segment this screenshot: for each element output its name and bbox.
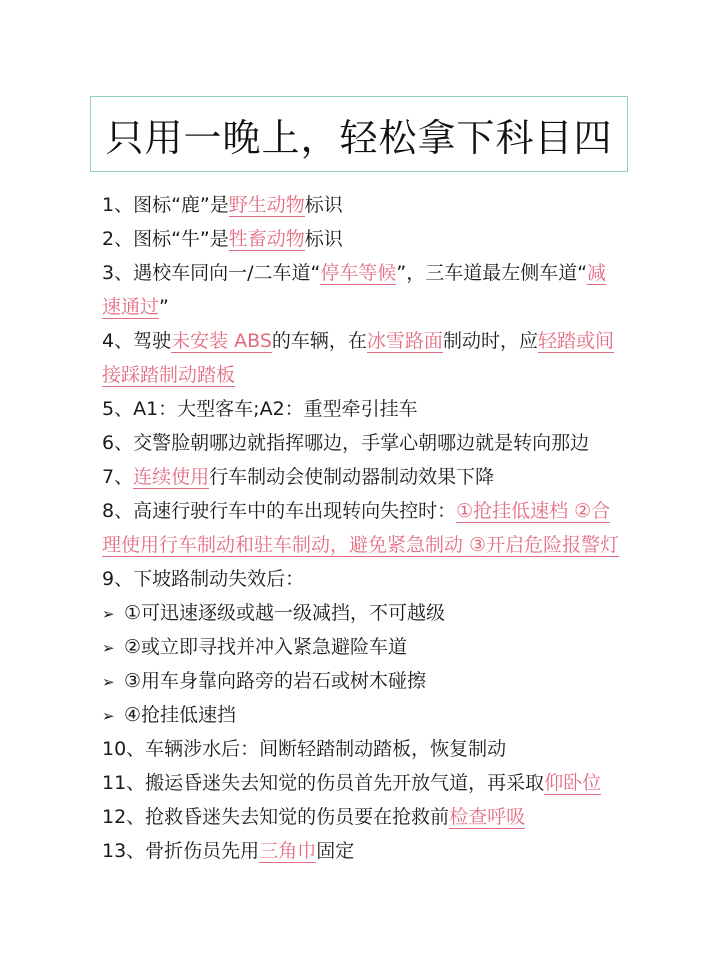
list-item: 13、骨折伤员先用三角巾固定 <box>102 840 355 862</box>
highlight: 检查呼吸 <box>449 806 526 828</box>
highlight: 减 <box>587 262 607 284</box>
title-box <box>90 96 628 172</box>
highlight: 停车等候 <box>320 262 397 284</box>
arrow-bullet-icon: ➢ <box>102 673 115 691</box>
sub-list-item: ➢ ②或立即寻找并冲入紧急避险车道 <box>102 630 642 664</box>
list-item-continued <box>102 358 642 392</box>
list-item: 8、高速行驶行车中的车出现转向失控时：①抢挂低速档 ②合 <box>102 500 611 522</box>
highlight: 速通过 <box>102 296 160 318</box>
notes-list <box>102 188 642 868</box>
list-item: 3、遇校车同向一/二车道“停车等候”，三车道最左侧车道“减 <box>102 262 607 284</box>
highlight: 理使用行车制动和驻车制动，避免紧急制动 ③开启危险报警灯 <box>102 534 620 556</box>
arrow-bullet-icon: ➢ <box>102 639 115 657</box>
sub-list-item: ➢ ④抢挂低速挡 <box>102 698 642 732</box>
highlight: 仰卧位 <box>544 772 602 794</box>
list-item: 10、车辆涉水后：间断轻踏制动踏板，恢复制动 <box>102 738 507 760</box>
list-item: 7、连续使用行车制动会使制动器制动效果下降 <box>102 466 495 488</box>
arrow-bullet-icon: ➢ <box>102 707 115 725</box>
arrow-bullet-icon: ➢ <box>102 605 115 623</box>
highlight: 未安装 ABS <box>171 330 272 352</box>
highlight: 野生动物 <box>228 194 305 216</box>
page-title: 只用一晚上，轻松拿下科目四 <box>105 115 613 160</box>
highlight: 牲畜动物 <box>228 228 305 250</box>
list-item-continued: 速通过” <box>102 296 169 318</box>
highlight: 接踩踏制动踏板 <box>102 364 236 386</box>
list-item: 5、A1：大型客车;A2：重型牵引挂车 <box>102 398 418 420</box>
list-item: 4、驾驶未安装 ABS的车辆，在冰雪路面制动时，应轻踏或间 <box>102 330 614 352</box>
list-item: 6、交警脸朝哪边就指挥哪边，手掌心朝哪边就是转向那边 <box>102 432 590 454</box>
list-item: 11、搬运昏迷失去知觉的伤员首先开放气道，再采取仰卧位 <box>102 772 602 794</box>
list-item: 2、图标“牛”是牲畜动物标识 <box>102 228 343 250</box>
list-item: 9、下坡路制动失效后： <box>102 568 305 590</box>
highlight: 冰雪路面 <box>366 330 443 352</box>
highlight: ①抢挂低速档 ②合 <box>456 500 611 522</box>
sub-list-item: ➢ ③用车身靠向路旁的岩石或树木碰擦 <box>102 664 642 698</box>
highlight: 连续使用 <box>133 466 210 488</box>
list-item-continued <box>102 528 642 562</box>
list-item: 1、图标“鹿”是野生动物标识 <box>102 194 343 216</box>
sub-list-item: ➢ ①可迅速逐级或越一级减挡，不可越级 <box>102 596 642 630</box>
highlight: 轻踏或间 <box>537 330 614 352</box>
list-item: 12、抢救昏迷失去知觉的伤员要在抢救前检查呼吸 <box>102 806 526 828</box>
highlight: 三角巾 <box>259 840 317 862</box>
